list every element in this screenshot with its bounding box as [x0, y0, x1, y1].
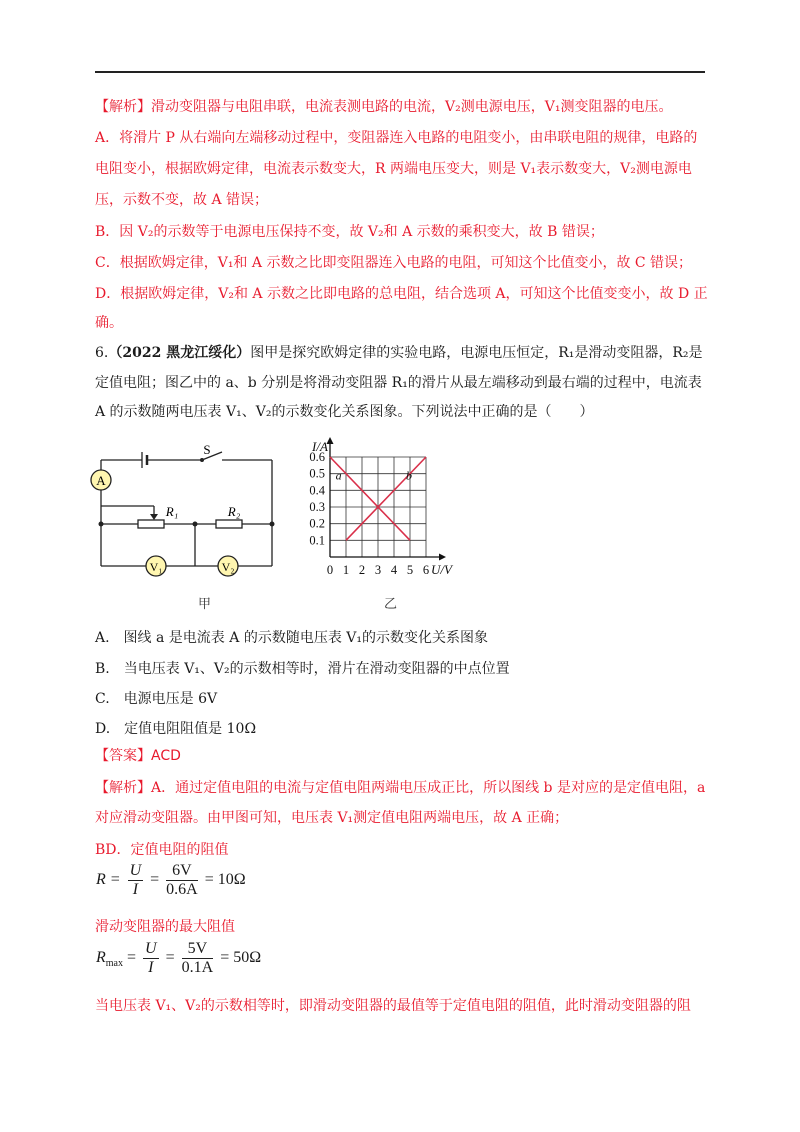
resistor-r2 [216, 520, 242, 528]
ammeter-label: A [96, 473, 106, 488]
formula-rmax-frac1 [143, 940, 159, 977]
r1-label: R₁ [165, 504, 179, 519]
formula-rmax-frac2 [182, 940, 214, 977]
formula-r-den2: 0.6A [166, 881, 198, 898]
junction-dot [193, 522, 198, 527]
answer-line [95, 746, 181, 766]
y-tick-label: 0.4 [309, 483, 325, 498]
iu-graph [300, 430, 460, 580]
circuit-diagram [90, 440, 290, 590]
question-number: 6. [95, 345, 109, 361]
x-tick-label: 0 [326, 563, 334, 577]
question-line3: A 的示数随两电压表 V₁、V₂的示数变化关系图象。下列说法中正确的是（ ） [95, 404, 594, 420]
circuit-caption: 甲 [198, 597, 212, 612]
formula-r-result: = 10Ω [204, 871, 246, 889]
header-rule [95, 71, 705, 73]
v1-label: V₁ [149, 560, 163, 574]
analysis2-line2: 对应滑动变阻器。由甲图可知，电压表 V₁测定值电阻两端电压，故 A 正确； [95, 810, 569, 826]
analysis1-a-line3: 压，示数不变，故 A 错误； [95, 192, 269, 208]
series-label-a: a [335, 468, 342, 483]
resistor-r1 [138, 520, 164, 528]
graph-labels [309, 439, 454, 577]
series-line-a [330, 457, 410, 540]
formula-rmax-lhs: R [96, 949, 106, 967]
formula-r-lhs: R = [96, 871, 121, 889]
formula-rmax-result: = 50Ω [220, 949, 262, 967]
junction-dot [270, 522, 275, 527]
analysis2-line1 [95, 778, 705, 798]
x-tick-label: 5 [406, 563, 414, 577]
formula-r-frac1 [128, 862, 144, 899]
question-source: （2022 黑龙江绥化） [108, 345, 251, 361]
junction-dot [99, 522, 104, 527]
formula-rmax-eq0: = [127, 949, 137, 967]
y-tick-label: 0.2 [309, 516, 325, 531]
formula-rmax-eq: = [165, 949, 175, 967]
r2-label: R₂ [227, 504, 241, 519]
formula-r-num2: 6V [166, 862, 198, 881]
analysis1-d-line1: D．根据欧姆定律，V₂和 A 示数之比即电路的总电阻，结合选项 A，可知这个比值变变小，故 D 正 [95, 286, 708, 302]
series-line-b [346, 457, 426, 540]
x-tick-label: 4 [390, 563, 398, 577]
y-tick-label: 0.3 [309, 500, 325, 514]
formula-rmax-num2: 5V [182, 940, 214, 959]
formula-r [96, 862, 246, 899]
formula-r-num: U [129, 862, 142, 879]
x-tick-label: 3 [374, 563, 382, 577]
analysis2-line4: 滑动变阻器的最大阻值 [95, 919, 235, 935]
option-c: C. 电源电压是 6V [95, 691, 218, 707]
analysis1-b-line: B．因 V₂的示数等于电源电压保持不变，故 V₂和 A 示数的乘积变大，故 B 错误； [95, 224, 604, 240]
formula-rmax-den2: 0.1A [181, 959, 214, 976]
question-text1: 图甲是探究欧姆定律的实验电路，电源电压恒定，R₁是滑动变阻器，R₂是 [250, 345, 703, 361]
analysis1-intro: 滑动变阻器与电阻串联，电流表测电路的电流，V₂测电源电压，V₁测变阻器的电压。 [151, 99, 673, 115]
y-tick-label: 0.6 [309, 450, 325, 464]
option-a: A. 图线 a 是电流表 A 的示数随电压表 V₁的示数变化关系图象 [95, 630, 488, 646]
option-b: B. 当电压表 V₁、V₂的示数相等时，滑片在滑动变阻器的中点位置 [95, 661, 510, 677]
analysis1-intro-line [95, 97, 672, 117]
formula-rmax-sub: max [105, 958, 123, 970]
analysis1-a-line1: A．将滑片 P 从右端向左端移动过程中，变阻器连入电路的电阻变小，由串联电阻的规律，电路的 [95, 130, 698, 146]
answer-value: ACD [151, 748, 181, 764]
v2-label: V₂ [221, 560, 235, 574]
analysis2-tag: 【解析】 [95, 780, 151, 796]
x-tick-label: 1 [342, 563, 350, 577]
formula-r-den: I [132, 881, 139, 898]
formula-rmax-den: I [148, 959, 154, 976]
formula-rmax-num: U [145, 940, 157, 957]
formula-r-eq: = [150, 871, 160, 889]
x-axis-label: U/V [431, 562, 452, 577]
analysis2-line5: 当电压表 V₁、V₂的示数相等时，即滑动变阻器的最值等于定值电阻的阻值，此时滑动变阻器的阻 [95, 998, 691, 1014]
graph-caption: 乙 [384, 597, 398, 612]
question-line1 [95, 343, 703, 363]
formula-r-frac2 [166, 862, 198, 899]
series-label-b: b [406, 468, 412, 483]
x-tick-label: 2 [358, 563, 366, 577]
analysis1-a-line2: 电阻变小，根据欧姆定律，电流表示数变大，R 两端电压变大，则是 V₁表示数变大，V₂测电源电 [95, 161, 692, 177]
switch-contact [200, 458, 204, 462]
question-line2: 定值电阻；图乙中的 a、b 分别是将滑动变阻器 R₁的滑片从最左端移动到最右端的过程中，电流表 [95, 375, 702, 391]
formula-rmax [96, 940, 261, 977]
analysis2-line3: BD．定值电阻的阻值 [95, 842, 229, 858]
x-axis-arrow-icon [439, 554, 446, 561]
x-tick-label: 6 [422, 563, 430, 577]
analysis1-c-line: C．根据欧姆定律，V₁和 A 示数之比即变阻器连入电路的电阻，可知这个比值变小，故 C 错误； [95, 255, 693, 271]
analysis1-tag: 【解析】 [95, 99, 151, 115]
y-tick-label: 0.5 [309, 466, 325, 481]
switch-label: S [203, 442, 211, 457]
analysis2-text1: A．通过定值电阻的电流与定值电阻两端电压成正比，所以图线 b 是对应的是定值电阻，a [151, 780, 706, 796]
analysis1-d-line2: 确。 [95, 315, 123, 331]
slider-arrow-icon [150, 514, 158, 520]
option-d: D. 定值电阻阻值是 10Ω [95, 721, 257, 737]
y-axis-label: I/A [312, 439, 328, 454]
y-tick-label: 0.1 [309, 533, 325, 548]
answer-tag: 【答案】 [95, 748, 151, 764]
